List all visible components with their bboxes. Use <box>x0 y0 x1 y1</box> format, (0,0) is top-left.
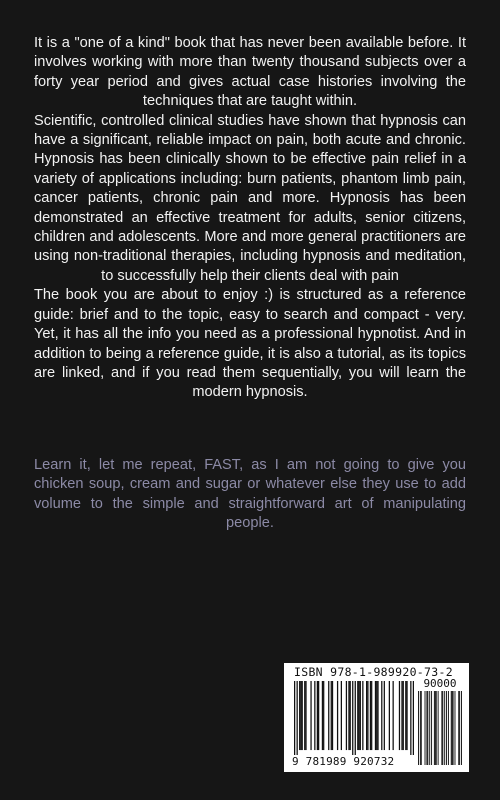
barcode-bar <box>455 691 456 765</box>
barcode-bar <box>375 681 376 750</box>
barcode-bar <box>300 681 301 750</box>
barcode-bar <box>377 681 378 750</box>
barcode-bar <box>453 691 454 765</box>
barcode-bar <box>294 681 295 755</box>
barcode-bar <box>434 691 435 765</box>
barcode-bar <box>323 681 324 750</box>
barcode-bar <box>410 681 411 755</box>
barcode-bar <box>331 681 332 750</box>
barcode-bar <box>348 681 349 750</box>
barcode-bar <box>448 691 449 765</box>
barcode-bar <box>446 691 447 765</box>
barcode-bar <box>427 691 428 765</box>
barcode-panel <box>284 663 469 772</box>
ean-digits: 9 781989 920732 <box>292 755 395 768</box>
description-paragraph-3: The book you are about to enjoy :) is structured as a reference guide: brief and to the topic, easy to search and compact - very. Yet, it has all the info you need as a professional hypnotist. And in addition to being a reference guide, it is also a tutorial, as its topics are linked, and if you read them sequentially, you will learn the modern hypnosis. <box>34 287 466 401</box>
barcode-bar <box>389 681 390 750</box>
barcode-bar <box>452 691 453 765</box>
barcode-bar <box>310 681 311 750</box>
barcode-bar <box>438 691 439 765</box>
barcode-bar <box>413 681 414 755</box>
barcode-bar <box>371 681 372 750</box>
barcode-bar <box>341 681 342 750</box>
barcode-bar <box>461 691 462 765</box>
addon-digits: 90000 <box>423 677 457 690</box>
barcode-bar <box>405 681 406 750</box>
barcode-bar <box>366 681 367 750</box>
barcode-bar <box>444 691 445 765</box>
barcode-bar <box>352 681 353 755</box>
barcode-bar <box>305 681 306 750</box>
barcode-bar <box>376 681 377 750</box>
barcode-bar <box>350 681 351 750</box>
barcode-bar <box>393 681 394 750</box>
barcode-bar <box>337 681 338 750</box>
barcode-bar <box>384 681 385 750</box>
barcode-bar <box>436 691 437 765</box>
barcode-bar <box>302 681 303 750</box>
barcode-bar <box>406 681 407 750</box>
barcode-bar <box>328 681 329 750</box>
barcode-bar <box>317 681 318 750</box>
barcode-bar <box>355 681 356 755</box>
isbn-label: ISBN 978-1-989920-73-2 <box>294 665 453 679</box>
barcode-bar <box>362 681 363 750</box>
barcode-bar <box>332 681 333 750</box>
barcode-bar <box>367 681 368 750</box>
barcode-bar <box>322 681 323 750</box>
barcode-bar <box>420 691 421 765</box>
barcode-bar <box>381 681 382 750</box>
barcode-bar <box>297 681 298 755</box>
barcode-bar <box>458 691 459 765</box>
barcode-bar <box>403 681 404 750</box>
barcode-bar <box>318 681 319 750</box>
barcode-bar <box>441 691 442 765</box>
barcode-bar <box>399 681 400 750</box>
barcode-bar <box>304 681 305 750</box>
addon-barcode-graphic <box>418 691 462 765</box>
barcode-bar <box>418 691 419 765</box>
barcode-bar <box>360 681 361 750</box>
barcode-bar <box>435 691 436 765</box>
barcode-bar <box>429 691 430 765</box>
barcode-bar <box>421 691 422 765</box>
barcode-bar <box>442 691 443 765</box>
description-paragraph-1: It is a "one of a kind" book that has never been available before. It involves working with more than twenty thousand subjects over a forty year period and gives actual case histories involving the techniques that are taught within. <box>34 35 466 110</box>
barcode-bar <box>299 681 300 750</box>
barcode-bar <box>401 681 402 750</box>
description-block <box>34 34 466 403</box>
barcode-bar <box>431 691 432 765</box>
barcode-bar <box>346 681 347 750</box>
barcode-bar <box>426 691 427 765</box>
barcode-bar <box>357 681 358 750</box>
barcode-bar <box>314 681 315 750</box>
closing-paragraph: Learn it, let me repeat, FAST, as I am not going to give you chicken soup, cream and sugar or whatever else they use to add volume to the simple and straightforward art of manipulating people. <box>34 457 466 532</box>
barcode-bar <box>425 691 426 765</box>
barcode-bar <box>370 681 371 750</box>
barcode-bar <box>358 681 359 750</box>
barcode-bar <box>451 691 452 765</box>
barcode-bar <box>459 691 460 765</box>
ean-barcode-graphic <box>294 681 414 755</box>
description-paragraph-2: Scientific, controlled clinical studies have shown that hypnosis can have a significant, reliable impact on pain, both acute and chronic. Hypnosis has been clinically shown to be effective pain relief in a variety of applications including: burn patients, phantom limb pain, cancer patients, chronic pain and more. Hypnosis has been demonstrated an effective treatment for adults, senior citizens, children and adolescents. More and more general practitioners are using non-traditional therapies, including hypnosis and meditation, to successfully help their clients deal with pain <box>34 112 466 284</box>
